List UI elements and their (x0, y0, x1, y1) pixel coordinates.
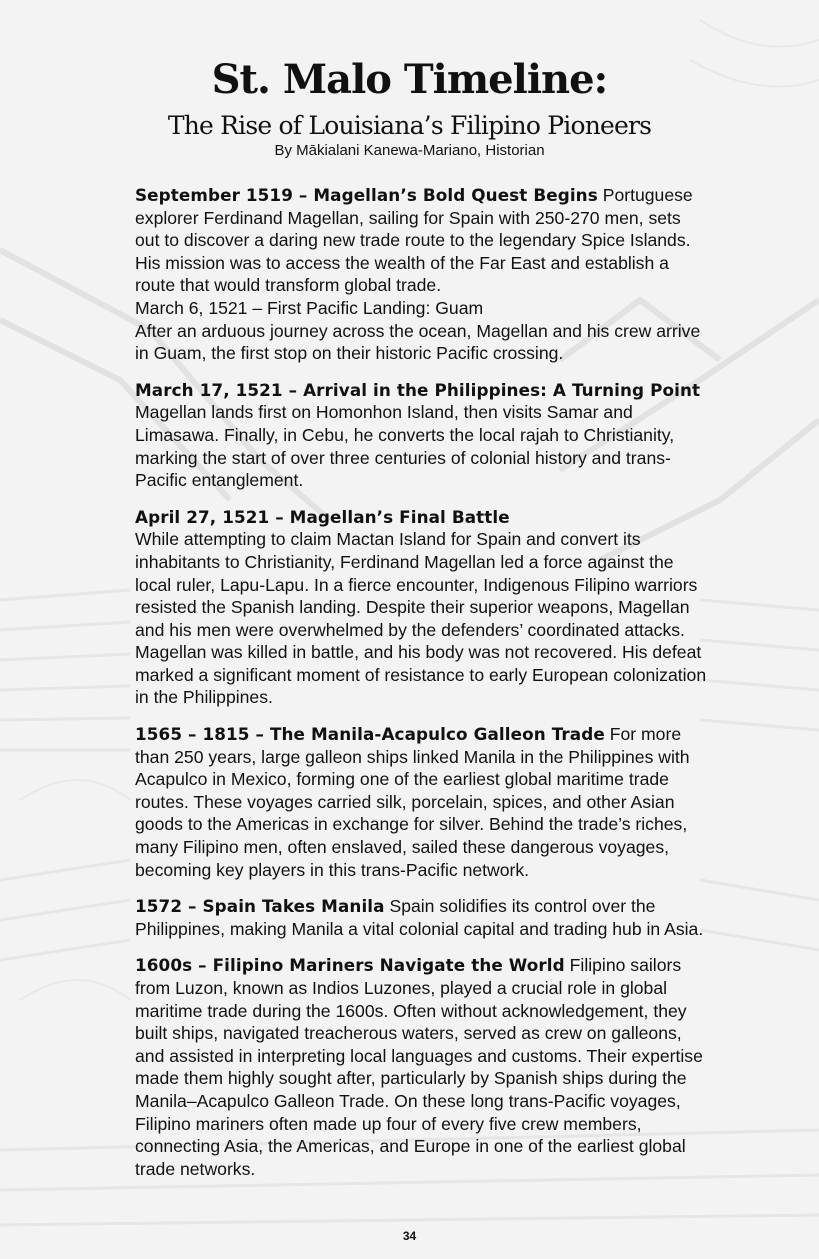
byline: By Mākialani Kanewa-Mariano, Historian (274, 142, 545, 159)
entry-body: Magellan lands first on Homonhon Island, then visits Samar and Limasawa. Finally, in Cebu, he converts the local rajah to Christianity, marking the start of over three centuries of colonial history and trans-Pacific entanglement. (135, 402, 675, 491)
page-subtitle: The Rise of Louisiana’s Filipino Pioneers (167, 111, 652, 140)
timeline-entry-1521-philippines (135, 379, 707, 492)
timeline-entry-galleon-trade (135, 723, 707, 881)
entry-body: Portuguese explorer Ferdinand Magellan, sailing for Spain with 250-270 men, sets out to discover a daring new trade route to the legendary Spice Islands. His mission was to access the wealth of the Far East and establish a route that would transform global trade. (135, 185, 693, 296)
timeline-entry-1600s (135, 954, 707, 1180)
timeline (135, 184, 707, 1194)
entry-heading: March 17, 1521 – Arrival in the Philippines: A Turning Point (135, 379, 701, 400)
page-number: 34 (402, 1229, 417, 1243)
entry-body: Spain solidifies its control over the Philippines, making Manila a vital colonial capital and trading hub in Asia. (135, 896, 704, 939)
timeline-entry-1572 (135, 895, 707, 940)
entry-heading: 1572 – Spain Takes Manila (135, 896, 385, 917)
timeline-entry-1519 (135, 184, 707, 365)
page-title: St. Malo Timeline: (211, 56, 608, 103)
entry-heading: April 27, 1521 – Magellan’s Final Battle (135, 506, 510, 527)
entry-heading: 1565 – 1815 – The Manila-Acapulco Galleon Trade (135, 724, 605, 745)
entry-body: For more than 250 years, large galleon ships linked Manila in the Philippines with Acapulco in Mexico, forming one of the earliest global maritime trade routes. These voyages carried silk, porcelain, spices, and other Asian goods to the Americas in exchange for silver. Behind the trade’s riches, many Filipino men, often enslaved, sailed these dangerous voyages, becoming key players in this trans-Pacific network. (135, 724, 690, 880)
entry-heading: September 1519 – Magellan’s Bold Quest Begins (135, 185, 598, 205)
entry-heading: 1600s – Filipino Mariners Navigate the World (135, 955, 565, 976)
entry-sub-heading: March 6, 1521 – First Pacific Landing: Guam (135, 297, 484, 318)
entry-body: While attempting to claim Mactan Island for Spain and convert its inhabitants to Christianity, Ferdinand Magellan led a force against the local ruler, Lapu-Lapu. In a fierce encounter, Indigenous Filipino warriors resisted the Spanish landing. Despite their superior weapons, Magellan and his men were overwhelmed by the defenders’ coordinated attacks. Magellan was killed in battle, and his body was not recovered. His defeat marked a significant moment of resistance to early European colonization in the Philippines. (135, 529, 707, 708)
entry-body: Filipino sailors from Luzon, known as Indios Luzones, played a crucial role in global maritime trade during the 1600s. Often without acknowledgement, they built ships, navigated treacherous waters, served as crew on galleons, and assisted in interpreting local languages and customs. Their expertise made them highly sought after, particularly by Spanish ships during the Manila–Acapulco Galleon Trade. On these long trans-Pacific voyages, Filipino mariners often made up four of every five crew members, connecting Asia, the Americas, and Europe in one of the earliest global trade networks. (135, 955, 703, 1179)
timeline-entry-1521-battle (135, 506, 707, 709)
entry-sub-body: After an arduous journey across the ocean, Magellan and his crew arrive in Guam, the first stop on their historic Pacific crossing. (135, 320, 701, 364)
